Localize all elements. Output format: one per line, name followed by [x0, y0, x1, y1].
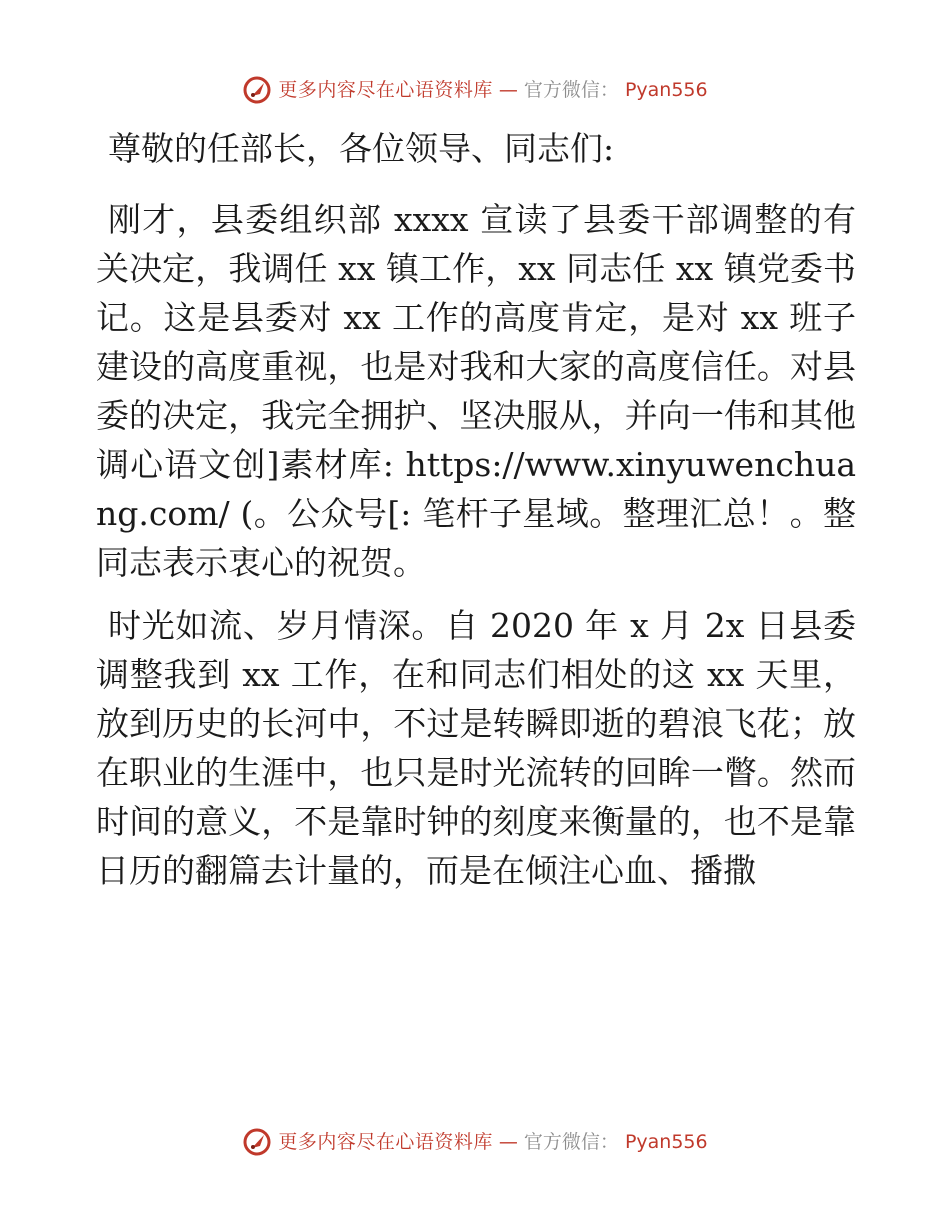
paragraph-1: 刚才，县委组织部 xxxx 宣读了县委干部调整的有关决定，我调任 xx 镇工作，xx 同志任 xx 镇党委书记。这是县委对 xx 工作的高度肯定，是对 xx 班子建设的高度重视，也是对我和大家的高度信任。对县委的决定，我完全拥护、坚决服从，并向一伟和其他调心语文创]素材库: https://www.xinyuwenchuang.com/ (。公众号[: 笔杆子星域。整理汇总！。整同志表示衷心的祝贺。: [96, 200, 856, 582]
watermark-site-text: 更多内容尽在心语资料库: [278, 79, 493, 101]
watermark-dash: —: [498, 79, 518, 101]
watermark-wechat-id: Pyan556: [624, 79, 708, 101]
watermark-dash: —: [498, 1131, 518, 1153]
greeting-line: 尊敬的任部长，各位领导、同志们:: [108, 129, 615, 168]
watermark-official-label: 官方微信：: [523, 79, 619, 101]
watermark-wechat-id: Pyan556: [624, 1131, 708, 1153]
watermark-official-label: 官方微信：: [523, 1131, 619, 1153]
footer-watermark: [0, 1127, 950, 1157]
quill-badge-icon: [242, 75, 272, 105]
document-body: [96, 124, 856, 895]
quill-badge-icon: [242, 1127, 272, 1157]
header-watermark: [0, 75, 950, 105]
watermark-site-text: 更多内容尽在心语资料库: [278, 1131, 493, 1153]
paragraph-2: 时光如流、岁月情深。自 2020 年 x 月 2x 日县委调整我到 xx 工作，在和同志们相处的这 xx 天里，放到历史的长河中，不过是转瞬即逝的碧浪飞花；放在职业的生涯中，也只是时光流转的回眸一瞥。然而时间的意义，不是靠时钟的刻度来衡量的，也不是靠日历的翻篇去计量的，而是在倾注心血、播撒: [96, 606, 856, 890]
